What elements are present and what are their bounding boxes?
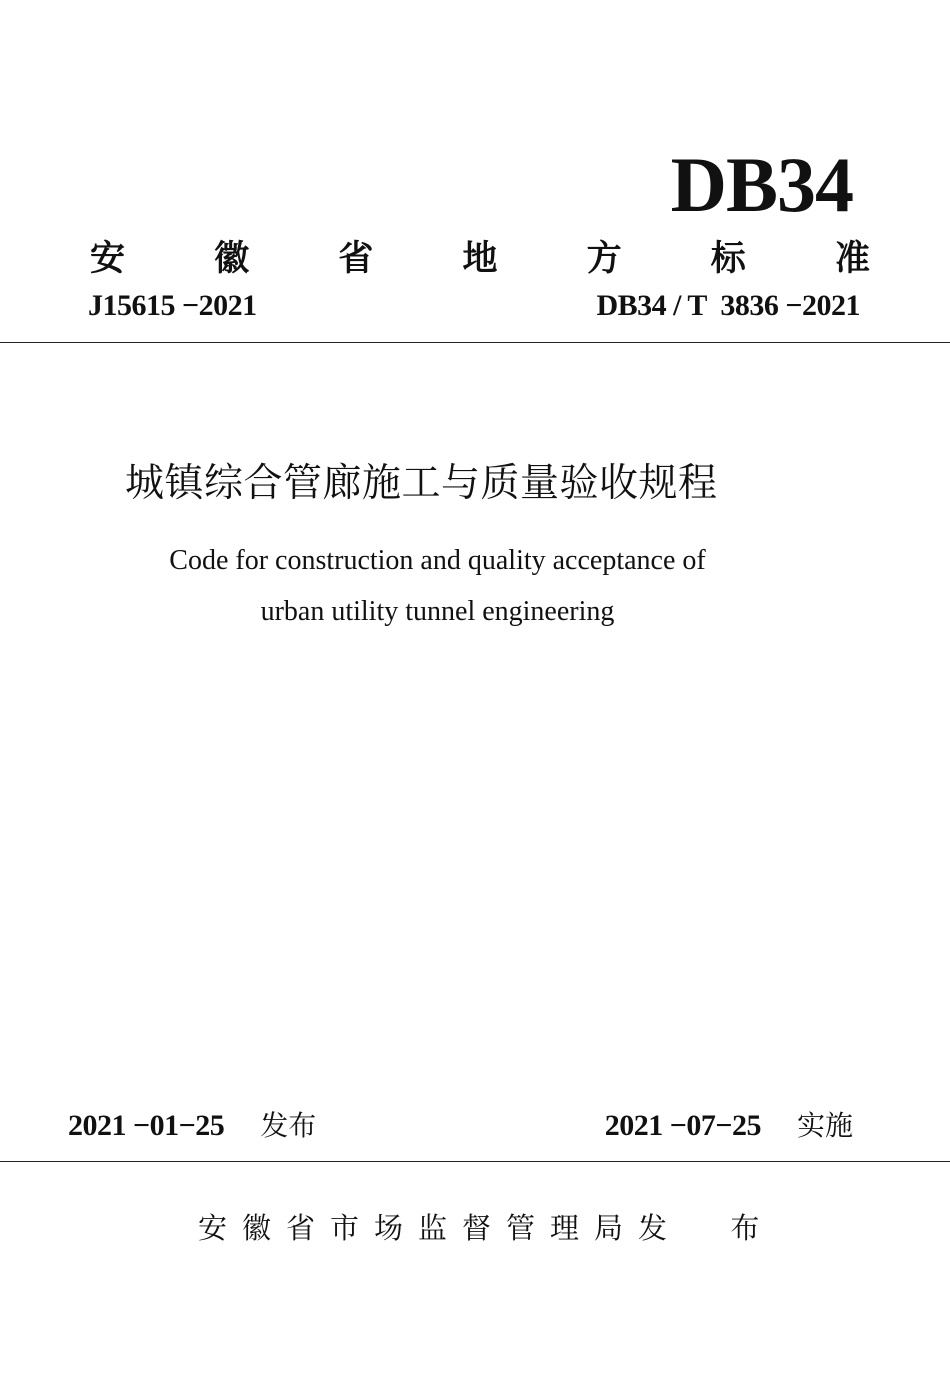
standard-type-char: 省 bbox=[338, 239, 374, 279]
standard-type-char: 安 bbox=[90, 239, 126, 279]
publish-label: 发布 bbox=[260, 1109, 317, 1142]
implement-date-block bbox=[605, 1104, 853, 1148]
record-number: J15615 −2021 bbox=[88, 289, 257, 322]
standard-type-char: 徽 bbox=[214, 239, 250, 279]
standard-type-char: 准 bbox=[834, 239, 870, 279]
standard-number: DB34 / T 3836 −2021 bbox=[596, 289, 860, 322]
publish-date-block bbox=[68, 1104, 316, 1148]
standard-type-char: 地 bbox=[462, 239, 498, 279]
standard-code: DB34 bbox=[670, 141, 853, 228]
standard-type-char: 方 bbox=[586, 239, 622, 279]
standard-type-heading bbox=[90, 234, 870, 284]
bottom-divider bbox=[0, 1161, 950, 1162]
document-title-english-line2: urban utility tunnel engineering bbox=[260, 596, 615, 627]
document-title-english-line1: Code for construction and quality acceptance of bbox=[169, 545, 706, 576]
implement-date: 2021 −07−25 bbox=[604, 1109, 761, 1142]
publish-date: 2021 −01−25 bbox=[68, 1109, 225, 1142]
standard-type-char: 标 bbox=[710, 239, 746, 279]
document-title-chinese: 城镇综合管廊施工与质量验收规程 bbox=[125, 461, 718, 506]
implement-label: 实施 bbox=[796, 1109, 853, 1142]
top-divider bbox=[0, 342, 950, 343]
issuing-authority: 安徽省市场监督管理局发 布 bbox=[198, 1211, 775, 1245]
